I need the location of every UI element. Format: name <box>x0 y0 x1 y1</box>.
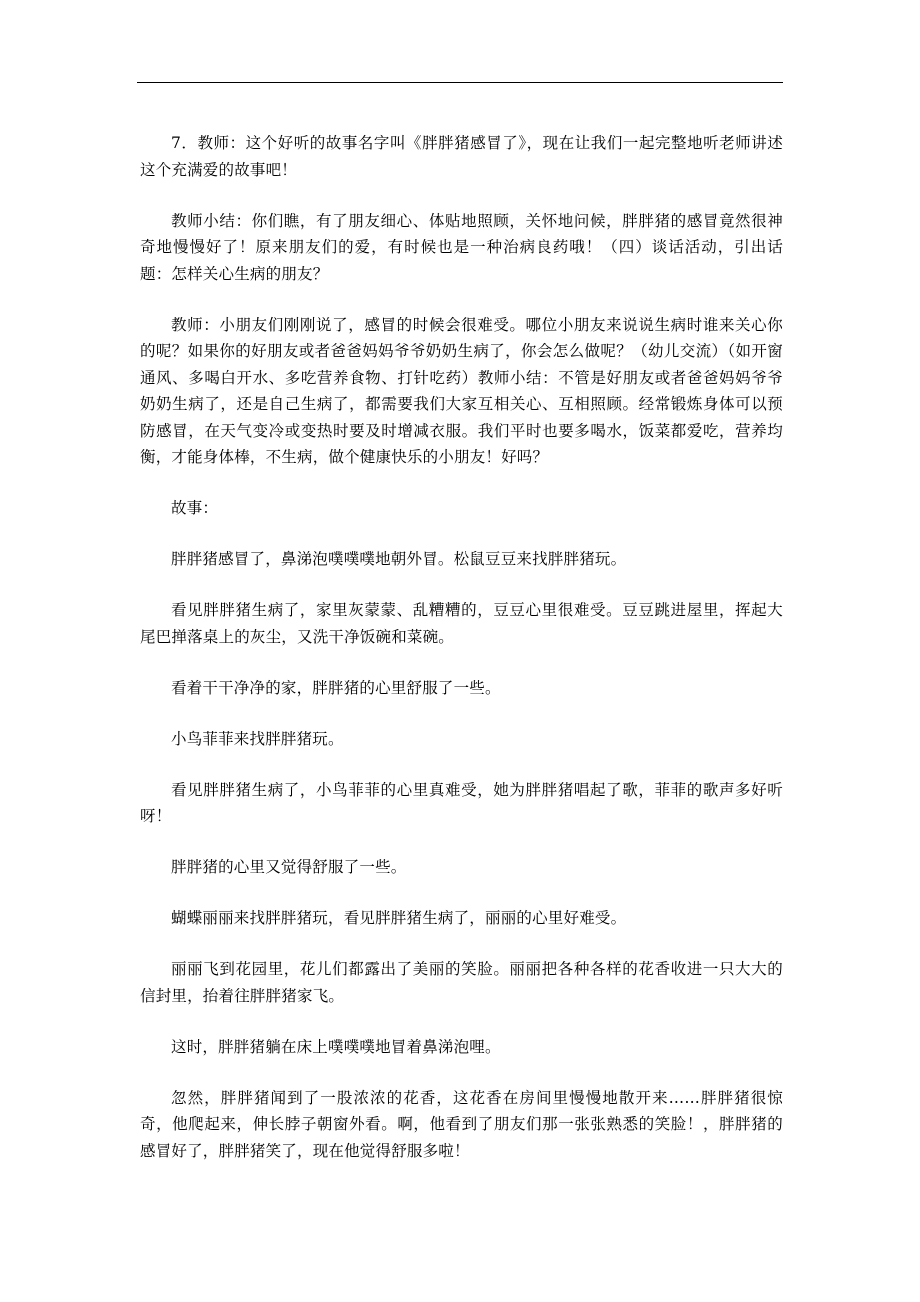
paragraph-story: 看见胖胖猪生病了，小鸟菲菲的心里真难受，她为胖胖猪唱起了歌，菲菲的歌声多好听呀！ <box>140 780 783 825</box>
paragraph-story: 蝴蝶丽丽来找胖胖猪玩，看见胖胖猪生病了，丽丽的心里好难受。 <box>171 909 627 927</box>
paragraph-story: 忽然，胖胖猪闻到了一股浓浓的花香，这花香在房间里慢慢地散开来……胖胖猪很惊奇，他爬起来，伸长脖子朝窗外看。啊，他看到了朋友们那一张张熟悉的笑脸！，胖胖猪的感冒好了，胖胖猪笑了，现在他觉得舒服多啦！ <box>140 1088 783 1160</box>
paragraph-story: 小鸟菲菲来找胖胖猪玩。 <box>171 729 344 748</box>
document-body <box>140 130 783 1189</box>
paragraph-story: 看见胖胖猪生病了，家里灰蒙蒙、乱糟糟的，豆豆心里很难受。豆豆跳进屋里，挥起大尾巴掸落桌上的灰尘，又洗干净饭碗和菜碗。 <box>140 601 783 646</box>
paragraph-story: 胖胖猪感冒了，鼻涕泡噗噗噗地朝外冒。松鼠豆豆来找胖胖猪玩。 <box>171 550 627 568</box>
paragraph-teacher-summary: 教师小结：你们瞧，有了朋友细心、体贴地照顾，关怀地问候，胖胖猪的感冒竟然很神奇地慢慢好了！原来朋友们的爱，有时候也是一种治病良药哦！（四）谈话活动，引出话题：怎样关心生病的朋友？ <box>140 211 783 283</box>
paragraph-story: 这时，胖胖猪躺在床上噗噗噗地冒着鼻涕泡哩。 <box>171 1037 501 1056</box>
paragraph-story: 丽丽飞到花园里，花儿们都露出了美丽的笑脸。丽丽把各种各样的花香收进一只大大的信封里，抬着往胖胖猪家飞。 <box>140 960 783 1005</box>
paragraph-story: 胖胖猪的心里又觉得舒服了一些。 <box>171 858 407 876</box>
header-rule <box>137 82 783 83</box>
paragraph-teacher-intro: 7．教师：这个好听的故事名字叫《胖胖猪感冒了》，现在让我们一起完整地听老师讲述这个充满爱的故事吧！ <box>140 134 783 179</box>
paragraph-teacher-discussion: 教师：小朋友们刚刚说了，感冒的时候会很难受。哪位小朋友来说说生病时谁来关心你的呢？如果你的好朋友或者爸爸妈妈爷爷奶奶生病了，你会怎么做呢？（幼儿交流）（如开窗通风、多喝白开水、多吃营养食物、打针吃药）教师小结：不管是好朋友或者爸爸妈妈爷爷奶奶生病了，还是自己生病了，都需要我们大家互相关心、互相照顾。经常锻炼身体可以预防感冒，在天气变冷或变热时要及时增减衣服。我们平时也要多喝水，饭菜都爱吃，营养均衡，才能身体棒，不生病，做个健康快乐的小朋友！好吗？ <box>140 315 783 466</box>
paragraph-story-heading: 故事： <box>171 499 219 517</box>
paragraph-story: 看着干干净净的家，胖胖猪的心里舒服了一些。 <box>171 678 501 697</box>
